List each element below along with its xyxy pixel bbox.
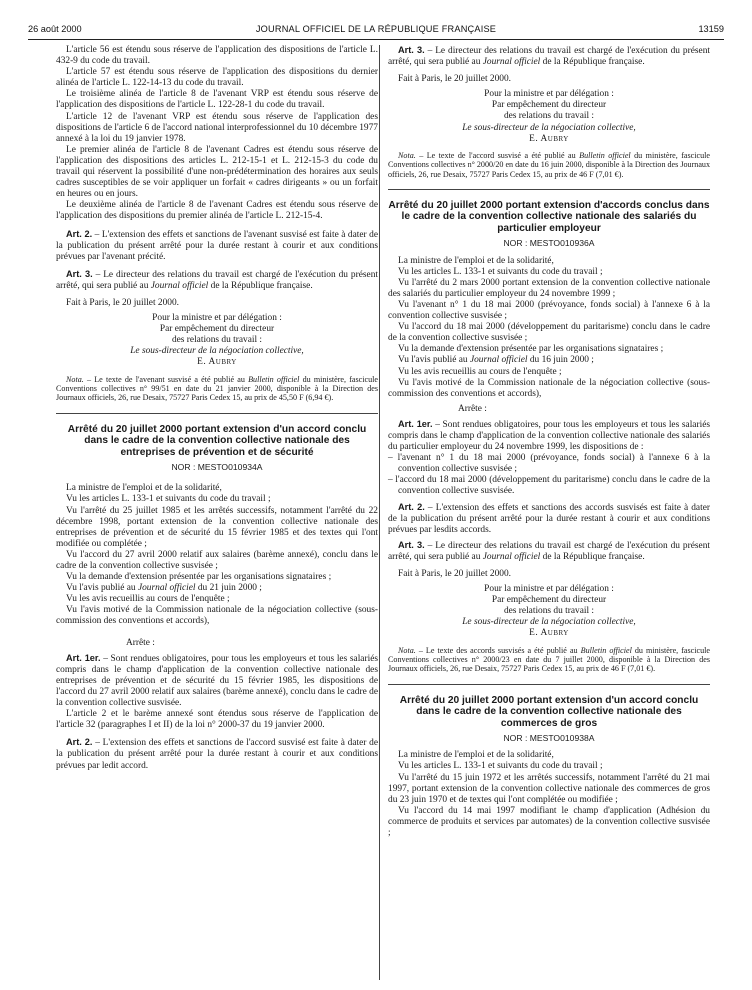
article-1 [388,419,710,453]
section-separator [388,189,710,190]
text: Vu l'avis publié au [66,583,138,594]
paragraph: Vu l'accord du 18 mai 2000 (développement du paritarisme) conclu dans le cadre de la convention collective susvisée ; [388,322,710,344]
bulletin-name: Bulletin officiel [580,645,632,655]
note-label: Nota. [398,150,416,160]
text: Vu l'avis publié au [398,355,470,366]
paragraph: Le troisième alinéa de l'article 8 de l'avenant VRP est étendu sous réserve de l'application des dispositions de l'article L. 122-28-1 du code du travail. [56,89,378,111]
nota-note [388,646,710,674]
signature-title: Le sous-directeur de la négociation collective, [462,617,636,628]
decree-title: Arrêté du 20 juillet 2000 portant extension d'un accord conclu dans le cadre de la convention collective nationale des entreprises de prévention et de sécurité [67,423,367,458]
nota-note [56,375,378,403]
article-1 [56,653,378,709]
paragraph: Le deuxième alinéa de l'article 8 de l'avenant Cadres est étendu sous réserve de l'application des dispositions du premier alinéa de l'article L. 212-15-4. [56,200,378,222]
note-text: du ministère, fascicule Conventions collectives n° 99/51 en date du 21 janvier 2000, disponible à la Direction des Journaux officiels, 26, rue Desaix, 75727 Paris Cedex 15, au prix de 45,50 F (6,94 €). [56,374,378,403]
article-label: Art. 3. [398,45,425,55]
nota-note [388,151,710,179]
bulletin-name: Bulletin officiel [248,374,300,384]
article-2 [56,229,378,263]
decree-title: Arrêté du 20 juillet 2000 portant extension d'un accord conclu dans le cadre de la convention collective nationale des commerces de gros [399,694,699,729]
signature-line: Par empêchement du directeur [159,324,275,335]
article-label: Art. 2. [66,737,93,748]
article-label: Art. 1er. [398,418,433,429]
text: du 16 juin 2000 ; [527,355,594,366]
signatory-name: E. Aubry [529,133,569,144]
paragraph: La ministre de l'emploi et de la solidarité, [398,750,554,761]
arrete-heading: Arrête : [458,403,487,414]
note-text: – Le texte de l'avenant susvisé a été publié au [83,374,249,384]
paragraph: La ministre de l'emploi et de la solidarité, [398,255,554,266]
nor-reference: NOR : MESTO010938A [503,733,595,744]
article-text: de la République française. [540,57,645,68]
paragraph: L'article 2 et le barème annexé sont étendus sous réserve de l'application de l'article 32 (paragraphes I et II) de la loi n° 2000-37 du 19 janvier 2000. [56,709,378,731]
article-text: – Le directeur des relations du travail est chargé de l'exécution du présent arrêté, qui sera publié au [388,46,710,68]
note-text: – Le texte de l'accord susvisé a été publié au [415,150,580,160]
article-label: Art. 1er. [66,652,101,663]
signature-line [388,123,710,134]
paragraph [388,355,710,366]
note-text: du ministère, fascicule Conventions collectives n° 2000/23 en date du 7 juillet 2000, disponible à la Direction des Journaux officiels, 26, rue Desaix, 75727 Paris Cedex 15, au prix de 46 F (7,01 €). [388,645,710,674]
signature-line [388,617,710,628]
paragraph: Vu l'arrêté du 2 mars 2000 portant extension de la convention collective nationale des salariés du particulier employeur du 24 novembre 1999 ; [388,277,710,299]
signature-line: des relations du travail : [171,335,263,346]
journal-name: Journal officiel [482,551,541,562]
signature-place-date: Fait à Paris, le 20 juillet 2000. [398,569,512,579]
paragraph [56,583,378,594]
nor-reference: NOR : MESTO010936A [503,238,595,249]
decree-title: Arrêté du 20 juillet 2000 portant extension d'accords conclus dans le cadre de la convention collective nationale des salariés du particulier employeur [388,199,710,234]
article-text: – L'extension des effets et sanctions de l'avenant susvisé est faite à dater de la publication du présent arrêté pour la durée restant à courir et aux conditions prévues par l'avenant précité. [56,229,378,262]
signatory-name: E. Aubry [529,628,569,639]
signature-line: Pour la ministre et par délégation : [152,313,282,324]
signatory-name: E. Aubry [197,357,237,368]
bulletin-name: Bulletin officiel [579,150,631,160]
right-column [388,45,710,839]
signature-line [56,346,378,357]
paragraph: Vu les avis recueillis au cours de l'enquête ; [398,366,562,377]
article-2 [56,737,378,771]
signature-line: Par empêchement du directeur [491,595,607,606]
signature-place-date: Fait à Paris, le 20 juillet 2000. [66,297,180,308]
signature-title: Le sous-directeur de la négociation collective, [462,122,636,133]
article-label: Art. 2. [66,228,93,239]
article-3 [388,540,710,563]
article-text: – Sont rendues obligatoires, pour tous les employeurs et tous les salariés compris dans le champ d'application de la convention collective nationale des salariés du particulier employeur du 24 novembre 1999, les dispositions de : [388,419,711,453]
left-column [56,45,378,772]
header-journal-title: JOURNAL OFFICIEL DE LA RÉPUBLIQUE FRANÇAISE [255,24,497,34]
article-text: de la République française. [540,551,645,562]
header-date: 26 août 2000 [28,24,82,34]
paragraph: Vu les articles L. 133-1 et suivants du code du travail ; [398,761,603,772]
article-3 [388,45,710,68]
page-header [28,24,724,38]
list-item: – l'accord du 18 mai 2000 (développement du paritarisme) conclu dans le cadre de la convention collective susvisée. [388,475,710,497]
signature-line [56,357,378,368]
list-item: – l'avenant n° 1 du 18 mai 2000 (prévoyance, fonds social) à l'annexe 6 à la convention collective susvisée ; [388,453,710,475]
article-text: – Le directeur des relations du travail est chargé de l'exécution du présent arrêté, qui sera publié au [388,540,710,562]
header-page-number: 13159 [698,24,724,34]
article-text: – Sont rendues obligatoires, pour tous les employeurs et tous les salariés compris dans le champ d'application de la convention collective nationale des entreprises de prévention et de sécurité du 15 février 1985, les dispositions de l'accord du 27 avril 2000 relatif aux salaires (barème annexé), conclu dans le cadre de la convention collective susvisée. [56,653,379,709]
signature-title: Le sous-directeur de la négociation collective, [130,346,304,357]
journal-name: Journal officiel [482,57,541,68]
article-label: Art. 3. [398,539,425,550]
column-divider [379,45,380,980]
paragraph: Vu la demande d'extension présentée par les organisations signataires ; [66,572,332,583]
journal-name: Journal officiel [150,280,209,291]
signature-line [388,134,710,145]
paragraph: Vu l'accord du 14 mai 1997 modifiant le champ d'application (Adhésion du commerce de produits et services par automates) de la convention collective susvisée ; [388,805,710,839]
paragraph: Vu les avis recueillis au cours de l'enquête ; [66,594,230,605]
paragraph: Vu la demande d'extension présentée par les organisations signataires ; [398,344,664,355]
paragraph: La ministre de l'emploi et de la solidarité, [66,483,222,494]
paragraph: Vu l'avenant n° 1 du 18 mai 2000 (prévoyance, fonds social) à l'annexe 6 à la convention collective susvisée ; [388,299,710,322]
article-text: – L'extension des effets et sanctions des accords susvisés est faite à dater de la publication du présent arrêté pour la durée restant à courir et aux conditions prévues par lesdits accords. [388,502,710,535]
note-label: Nota. [66,374,84,384]
paragraph: L'article 12 de l'avenant VRP est étendu sous réserve de l'application des dispositions de l'article 6 de l'accord national interprofessionnel du 10 décembre 1977 annexé à la loi du 19 janvier 1978. [56,111,378,144]
nor-reference: NOR : MESTO010934A [171,462,263,473]
signature-line: Par empêchement du directeur [491,100,607,111]
signature-line: des relations du travail : [503,111,595,122]
text: du 21 juin 2000 ; [195,583,262,594]
note-text: du ministère, fascicule Conventions collectives n° 2000/20 en date du 16 juin 2000, disponible à la Direction des Journaux officiels, 26, rue Desaix, 75727 Paris Cedex 15, au prix de 46 F (7,01 €). [388,150,710,179]
signature-place-date: Fait à Paris, le 20 juillet 2000. [398,74,512,85]
paragraph: Vu l'arrêté du 15 juin 1972 et les arrêtés successifs, notamment l'arrêté du 21 mai 1997, portant extension de la convention collective nationale des commerces de gros du 23 juin 1970 et de textes qui l'ont complétée ou modifiée ; [388,772,710,805]
paragraph: L'article 57 est étendu sous réserve de l'application des dispositions du dernier alinéa de l'article L. 122-14-13 du code du travail. [56,67,378,89]
article-label: Art. 3. [66,268,93,279]
article-label: Art. 2. [398,501,425,512]
paragraph: Vu l'avis motivé de la Commission nationale de la négociation collective (sous-commission des conventions et accords), [388,377,710,399]
signature-line: Pour la ministre et par délégation : [484,89,614,100]
article-text: de la République française. [208,280,313,291]
header-rule [28,39,724,40]
paragraph: Vu l'arrêté du 25 juillet 1985 et les arrêtés successifs, notamment l'arrêté du 22 décembre 1998, portant extension de la convention collective nationale des entreprises de prévention et de sécurité du 15 février 1985 et des textes qui l'ont modifiée ou complétée ; [56,505,378,549]
paragraph: Vu les articles L. 133-1 et suivants du code du travail ; [398,266,603,277]
paragraph: L'article 56 est étendu sous réserve de l'application des dispositions de l'article L. 432-9 du code du travail. [56,45,378,67]
paragraph: Le premier alinéa de l'article 8 de l'avenant Cadres est étendu sous réserve de l'application des dispositions des articles L. 212-15-1 et L. 212-15-3 du code du travail qui réservent la possibilité d'une non-prédétermination des horaires aux seuls cadres susceptibles de se voir appliquer un forfait « cadres dirigeants » ou un forfait en heures ou en jours. [56,144,378,200]
section-separator [388,684,710,685]
journal-name: Journal officiel [137,583,196,594]
note-text: – Le texte des accords susvisés a été publié au [415,645,581,655]
paragraph: Vu l'accord du 27 avril 2000 relatif aux salaires (barème annexé), conclu dans le cadre de la convention collective susvisée ; [56,549,378,571]
article-2 [388,502,710,536]
paragraph: Vu l'avis motivé de la Commission nationale de la négociation collective (sous-commission des conventions et accords), [56,605,378,627]
arrete-heading: Arrête : [126,637,155,648]
journal-name: Journal officiel [469,355,528,366]
article-text: – L'extension des effets et sanctions de l'accord susvisé est faite à dater de la publication du présent arrêté pour la durée restant à courir et aux conditions prévues par ledit accord. [56,738,379,771]
signature-line: Pour la ministre et par délégation : [484,584,614,595]
note-label: Nota. [398,645,416,655]
section-separator [56,413,378,414]
paragraph: Vu les articles L. 133-1 et suivants du code du travail ; [66,494,271,505]
article-text: – Le directeur des relations du travail est chargé de l'exécution du présent arrêté, qui sera publié au [56,269,378,291]
signature-line: des relations du travail : [503,606,595,617]
signature-line [388,628,710,639]
article-3 [56,269,378,292]
